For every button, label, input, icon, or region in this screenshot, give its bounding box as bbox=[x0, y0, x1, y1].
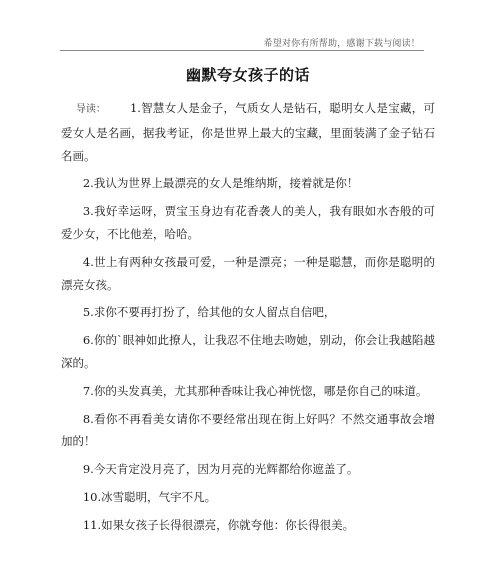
paragraph-1 bbox=[61, 97, 435, 167]
paragraph-5: 5.求你不要再打扮了，给其他的女人留点自信吧， bbox=[82, 305, 336, 320]
header-note: 希望对你有所帮助，感谢下载与阅读！ bbox=[263, 39, 420, 49]
paragraph-text: 1.智慧女人是金子，气质女人是钻石，聪明女人是宝藏，可爱女人是名画，据我考证，你是世界上最大的宝藏，里面装满了金子钻石名画。 bbox=[61, 101, 435, 163]
paragraph-4: 4.世上有两种女孩最可爱，一种是漂亮；一种是聪慧，而你是聪明的漂亮女孩。 bbox=[61, 254, 435, 292]
document-title: 幽默夸女孩子的话 bbox=[185, 66, 310, 84]
lead-label: 导读： bbox=[75, 104, 106, 115]
paragraph-8: 8.看你不再看美女请你不要经常出现在街上好吗？不然交通事故会增加的！ bbox=[61, 411, 435, 449]
paragraph-2: 2.我认为世界上最漂亮的女人是维纳斯，接着就是你！ bbox=[82, 176, 359, 191]
header-divider bbox=[60, 50, 424, 51]
paragraph-9: 9.今天肯定没月亮了，因为月亮的光辉都给你遮盖了。 bbox=[82, 462, 359, 477]
paragraph-7: 7.你的头发真美，尤其那种香味让我心神恍惚，哪是你自己的味道。 bbox=[82, 383, 428, 398]
paragraph-10: 10.冰雪聪明，气宇不凡。 bbox=[82, 489, 217, 504]
paragraph-6: 6.你的`眼神如此撩人，让我忍不住地去吻她，别动，你会让我越陷越深的。 bbox=[61, 333, 435, 370]
document-body bbox=[61, 97, 435, 542]
paragraph-11: 11.如果女孩子长得很漂亮，你就夸他：你长得很美。 bbox=[82, 517, 355, 532]
paragraph-3: 3.我好幸运呀，贾宝玉身边有花香袭人的美人，我有眼如水杏般的可爱少女，不比他差，哈哈。 bbox=[61, 204, 435, 241]
